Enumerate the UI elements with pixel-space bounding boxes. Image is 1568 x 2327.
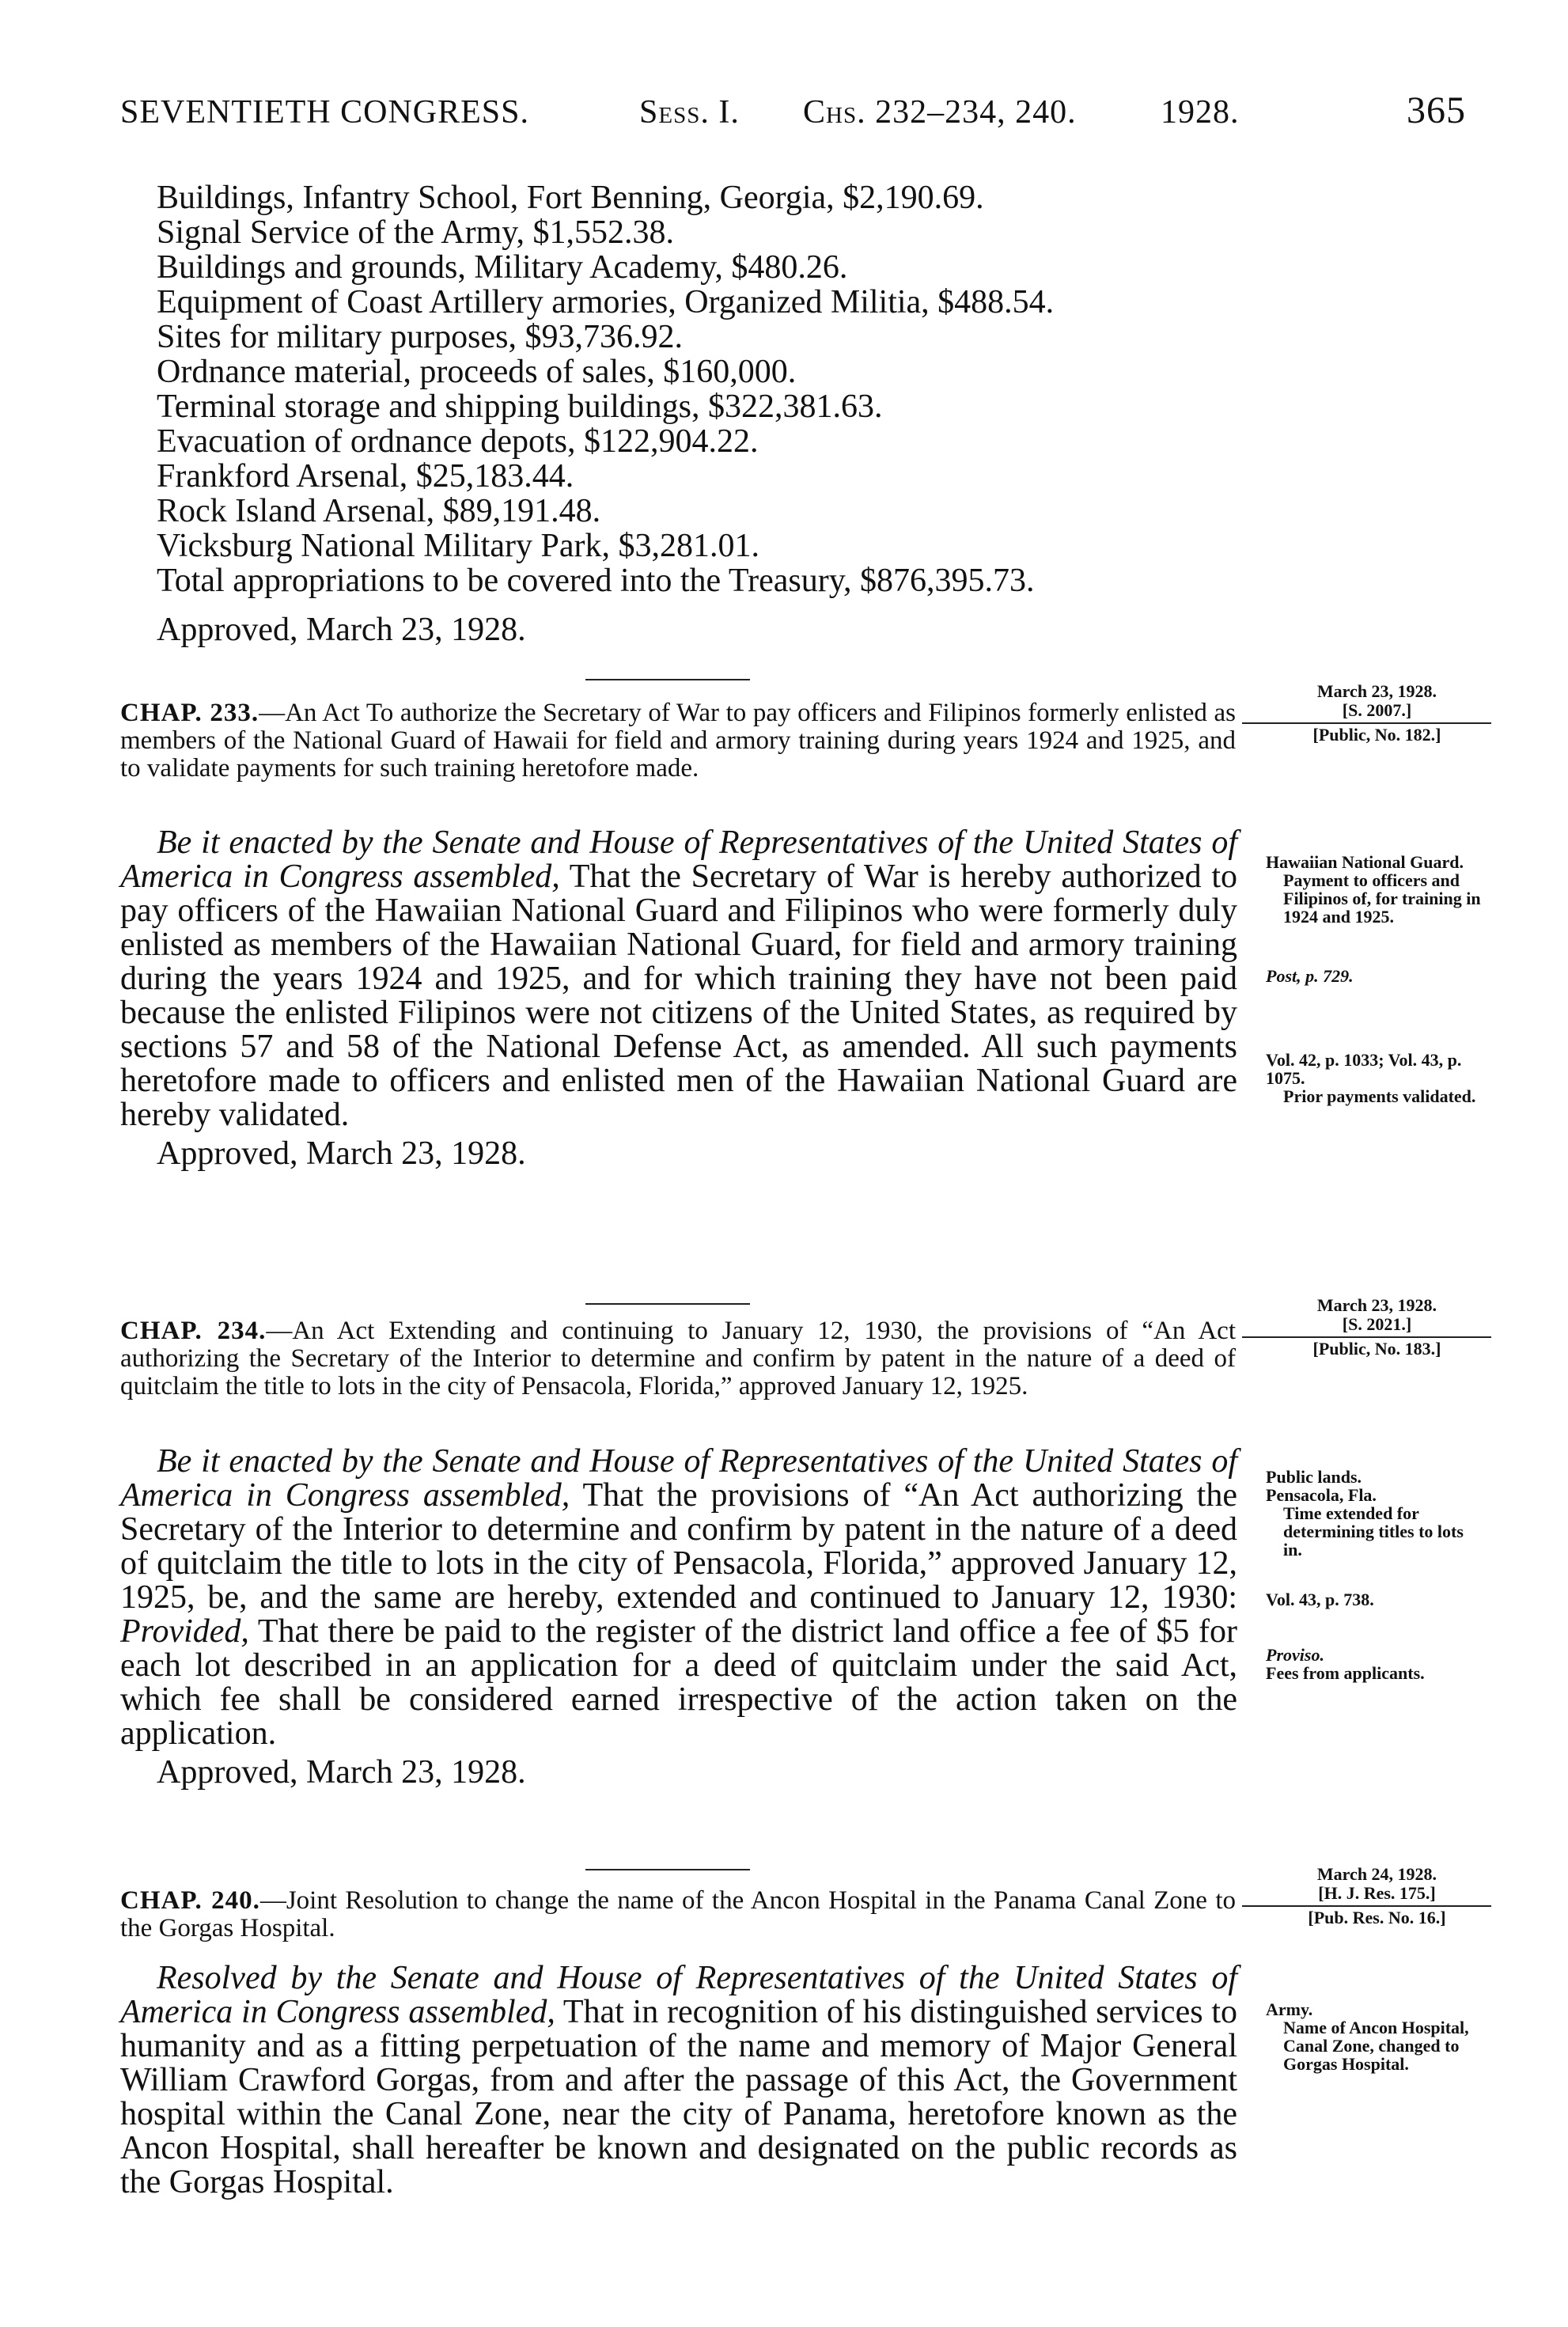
chapter-title: —Joint Resolution to change the name of the Ancon Hospital in the Panama Canal Zone to the Gorgas Hospital. xyxy=(120,1886,1236,1942)
section-divider xyxy=(585,1869,750,1870)
appropriation-item: Sites for military purposes, $93,736.92. xyxy=(157,319,683,355)
appropriation-item: Evacuation of ordnance depots, $122,904.22. xyxy=(157,423,759,460)
appropriation-item: Frankford Arsenal, $25,183.44. xyxy=(157,458,574,495)
section-divider xyxy=(585,1303,750,1305)
margin-reference: Vol. 42, p. 1033; Vol. 43, p. 1075. xyxy=(1266,1050,1462,1088)
appropriation-item: Rock Island Arsenal, $89,191.48. xyxy=(157,493,601,529)
proviso-word: Provided, xyxy=(120,1613,249,1650)
margin-heading: Army. xyxy=(1266,1999,1313,2019)
chapter-label: CHAP. 233. xyxy=(120,699,259,727)
chapter-body xyxy=(120,1445,1237,1790)
chapter-title: —An Act Extending and continuing to January 12, 1930, the provisions of “An Act authorizing the Secretary of the Interior to determine and confirm by patent in the nature of a deed of quitclaim the title to lots in the city of Pensacola, Florida,” approved January 12, 1925. xyxy=(120,1317,1236,1400)
chapter-text: That in recognition of his distinguished services to humanity and as a fitting perpetuation of the name and memory of Major General William Crawford Gorgas, from and after the passage of this Act, the Government hospital within the Canal Zone, near the city of Panama, heretofore known as the Ancon Hospital, shall hereafter be known and designated on the public records as the Gorgas Hospital. xyxy=(120,1994,1237,2200)
running-header-chapters: Chs. 232–234, 240. xyxy=(803,94,1077,131)
approved-date: Approved, March 23, 1928. xyxy=(157,612,526,648)
chapter-body xyxy=(120,1961,1237,2200)
chapter-body xyxy=(120,826,1237,1171)
appropriation-item: Vicksburg National Military Park, $3,281.01. xyxy=(157,528,759,564)
margin-heading: Public lands. xyxy=(1266,1467,1362,1487)
chapter-date: March 23, 1928. xyxy=(1316,1295,1437,1315)
margin-reference: Post, p. 729. xyxy=(1266,966,1354,986)
chapter-heading xyxy=(120,1887,1236,1942)
margin-heading: Pensacola, Fla. xyxy=(1266,1485,1377,1505)
chapter-date: March 23, 1928. xyxy=(1316,681,1437,701)
chapter-heading xyxy=(120,699,1236,783)
appropriation-item: Signal Service of the Army, $1,552.38. xyxy=(157,214,675,251)
chapter-text: That there be paid to the register of the district land office a fee of $5 for each lot described in an application for a deed of quitclaim under the said Act, which fee shall be considered earned irrespective of the action taken on the application. xyxy=(120,1613,1237,1752)
running-header-left: SEVENTIETH CONGRESS. xyxy=(120,94,530,131)
chapter-text: That the Secretary of War is hereby authorized to pay officers of the Hawaiian National Guard and Filipinos who were formerly duly enlisted as members of the Hawaiian National Guard, for field and armory training during the years 1924 and 1925, and for which training they have not been paid because the enlisted Filipinos were not citizens of the United States, as required by sections 57 and 58 of the National Defense Act, as amended. All such payments heretofore made to officers and enlisted men of the Hawaiian National Guard are hereby validated. xyxy=(120,858,1237,1133)
enacting-clause: Be it enacted by the Senate and House of Representatives of the United States of America in Congress assembled, xyxy=(120,824,1237,895)
appropriation-item: Total appropriations to be covered into the Treasury, $876,395.73. xyxy=(157,563,1035,599)
appropriation-item: Buildings, Infantry School, Fort Benning, Georgia, $2,190.69. xyxy=(157,180,984,216)
margin-note xyxy=(1266,2000,1483,2073)
public-law-number: [Public, No. 182.] xyxy=(1312,725,1441,745)
bill-number: [H. J. Res. 175.] xyxy=(1318,1883,1436,1903)
margin-subheading: Prior payments validated. xyxy=(1283,1086,1476,1106)
appropriation-item: Terminal storage and shipping buildings, $322,381.63. xyxy=(157,388,883,425)
margin-note xyxy=(1266,1590,1483,1609)
margin-note xyxy=(1266,967,1483,985)
margin-note xyxy=(1266,853,1483,926)
section-divider xyxy=(585,679,750,680)
bill-number: [S. 2007.] xyxy=(1342,700,1412,720)
enacting-clause: Be it enacted by the Senate and House of Representatives of the United States of America in Congress assembled, xyxy=(120,1443,1237,1514)
public-law-number: [Public, No. 183.] xyxy=(1312,1339,1441,1359)
approved-date: Approved, March 23, 1928. xyxy=(157,1754,526,1791)
appropriation-item: Equipment of Coast Artillery armories, Organized Militia, $488.54. xyxy=(157,284,1055,320)
margin-heading: Proviso. xyxy=(1266,1645,1324,1665)
running-header-year: 1928. xyxy=(1161,94,1240,131)
public-law-number: [Pub. Res. No. 16.] xyxy=(1308,1908,1446,1927)
margin-rule xyxy=(1242,1336,1491,1338)
margin-subheading: Name of Ancon Hospital, Canal Zone, changed to Gorgas Hospital. xyxy=(1283,2018,1469,2074)
resolving-clause: Resolved by the Senate and House of Representatives of the United States of America in Congress assembled, xyxy=(120,1960,1237,2030)
bill-number: [S. 2021.] xyxy=(1342,1314,1412,1334)
margin-subheading: Payment to officers and Filipinos of, for training in 1924 and 1925. xyxy=(1283,870,1481,927)
margin-subheading: Time extended for determining titles to lots in. xyxy=(1283,1503,1464,1560)
chapter-label: CHAP. 234. xyxy=(120,1317,267,1345)
margin-rule xyxy=(1242,1905,1491,1907)
chapter-heading xyxy=(120,1317,1236,1400)
chapter-label: CHAP. 240. xyxy=(120,1886,260,1915)
chapter-title: —An Act To authorize the Secretary of War to pay officers and Filipinos formerly enlisted as members of the National Guard of Hawaii for field and armory training during years 1924 and 1925, and to validate payments for such training heretofore made. xyxy=(120,699,1236,783)
margin-subheading: Fees from applicants. xyxy=(1266,1663,1425,1683)
appropriation-item: Ordnance material, proceeds of sales, $160,000. xyxy=(157,354,797,390)
chapter-text: That the provisions of “An Act authorizing the Secretary of the Interior to determine and confirm by patent in the nature of a deed of quitclaim the title to lots in the city of Pensacola, Florida,” approved January 12, 1925, be, and the same are hereby, extended and continued to January 12, 1930: xyxy=(120,1477,1237,1616)
appropriation-item: Buildings and grounds, Military Academy, $480.26. xyxy=(157,249,848,286)
margin-note xyxy=(1266,1468,1483,1559)
chapter-date: March 24, 1928. xyxy=(1316,1864,1437,1884)
running-header-session: Sess. I. xyxy=(639,94,740,131)
approved-date: Approved, March 23, 1928. xyxy=(157,1135,526,1172)
margin-note xyxy=(1266,1051,1483,1105)
page-number: 365 xyxy=(1407,89,1466,131)
margin-heading: Hawaiian National Guard. xyxy=(1266,852,1464,872)
margin-rule xyxy=(1242,722,1491,724)
margin-reference: Vol. 43, p. 738. xyxy=(1266,1590,1374,1609)
margin-note xyxy=(1266,1646,1483,1682)
